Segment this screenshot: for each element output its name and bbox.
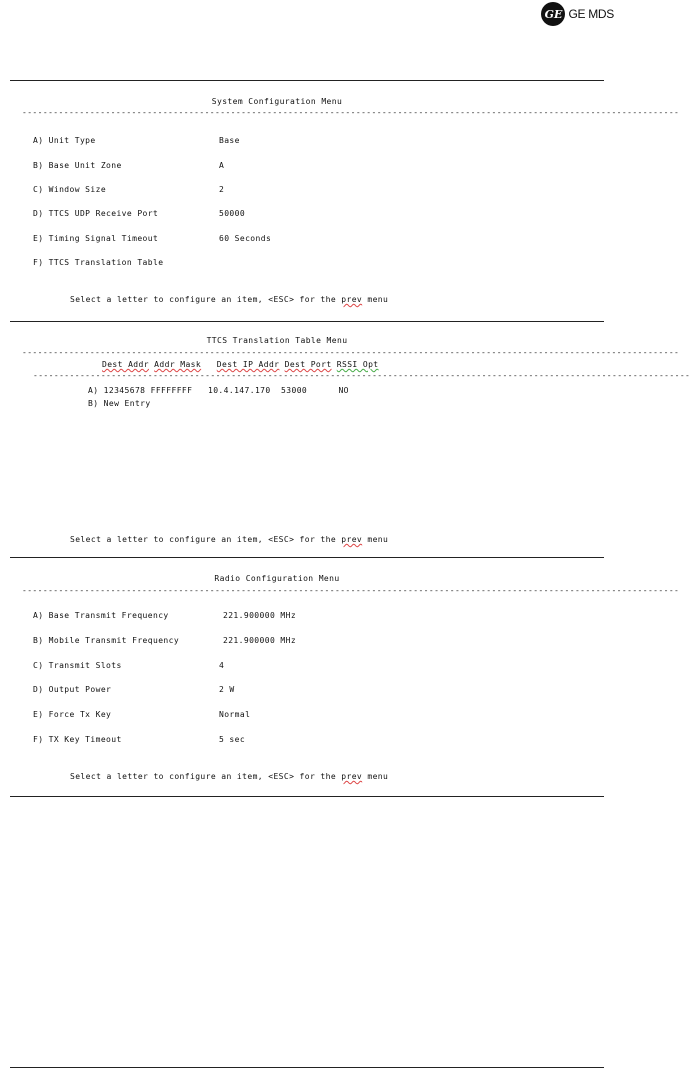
system-menu-item[interactable]: E) Timing Signal Timeout 60 Seconds	[33, 234, 272, 243]
system-menu-item[interactable]: B) Base Unit Zone A	[33, 161, 225, 170]
divider: ------------------------------------------------------------------------------------------------------------------------------	[22, 586, 680, 595]
ge-mds-logo	[541, 2, 614, 26]
divider: ------------------------------------------------------------------------------------------------------------------------------	[22, 348, 680, 357]
radio-menu-title: Radio Configuration Menu	[214, 574, 340, 583]
radio-menu-prompt: Select a letter to configure an item, <ESC> for the prev menu	[70, 772, 389, 781]
system-menu-item[interactable]: C) Window Size 2	[33, 185, 225, 194]
ttcs-table-header	[102, 360, 379, 369]
system-menu-prompt: Select a letter to configure an item, <ESC> for the prev menu	[70, 295, 389, 304]
radio-menu-item[interactable]: E) Force Tx Key Normal	[33, 710, 251, 719]
header-dest-port: Dest Port	[284, 360, 332, 369]
header-rssi-opt: RSSI Opt	[336, 360, 379, 369]
header-dest-ip: Dest IP Addr	[216, 360, 280, 369]
ttcs-menu-prompt: Select a letter to configure an item, <ESC> for the prev menu	[70, 535, 389, 544]
system-menu-item[interactable]: D) TTCS UDP Receive Port 50000	[33, 209, 246, 218]
radio-menu-item[interactable]: B) Mobile Transmit Frequency 221.900000 MHz	[33, 636, 297, 645]
section-rule	[10, 321, 604, 322]
system-menu-item[interactable]: A) Unit Type Base	[33, 136, 240, 145]
section-rule	[10, 557, 604, 558]
ttcs-new-entry[interactable]: B) New Entry	[88, 399, 151, 408]
system-menu-title: System Configuration Menu	[211, 97, 343, 106]
ge-monogram-icon: GE	[541, 2, 565, 26]
radio-menu-item[interactable]: C) Transmit Slots 4	[33, 661, 225, 670]
section-rule	[10, 80, 604, 81]
divider: ------------------------------------------------------------------------------------------------------------------------------	[22, 108, 680, 117]
header-dest-addr: Dest Addr	[102, 360, 149, 369]
header-addr-mask: Addr Mask	[154, 360, 202, 369]
ttcs-table-row[interactable]: A) 12345678 FFFFFFFF 10.4.147.170 53000 NO	[88, 386, 349, 395]
radio-menu-item[interactable]: F) TX Key Timeout 5 sec	[33, 735, 246, 744]
page-footer-rule	[10, 1067, 604, 1068]
section-rule	[10, 796, 604, 797]
system-menu-item[interactable]: F) TTCS Translation Table	[33, 258, 164, 267]
ttcs-menu-title: TTCS Translation Table Menu	[206, 336, 348, 345]
divider: ------------------------------------------------------------------------------------------------------------------------------	[33, 371, 690, 380]
radio-menu-item[interactable]: D) Output Power 2 W	[33, 685, 235, 694]
brand-name: GE MDS	[568, 7, 614, 21]
radio-menu-item[interactable]: A) Base Transmit Frequency 221.900000 MHz	[33, 611, 297, 620]
